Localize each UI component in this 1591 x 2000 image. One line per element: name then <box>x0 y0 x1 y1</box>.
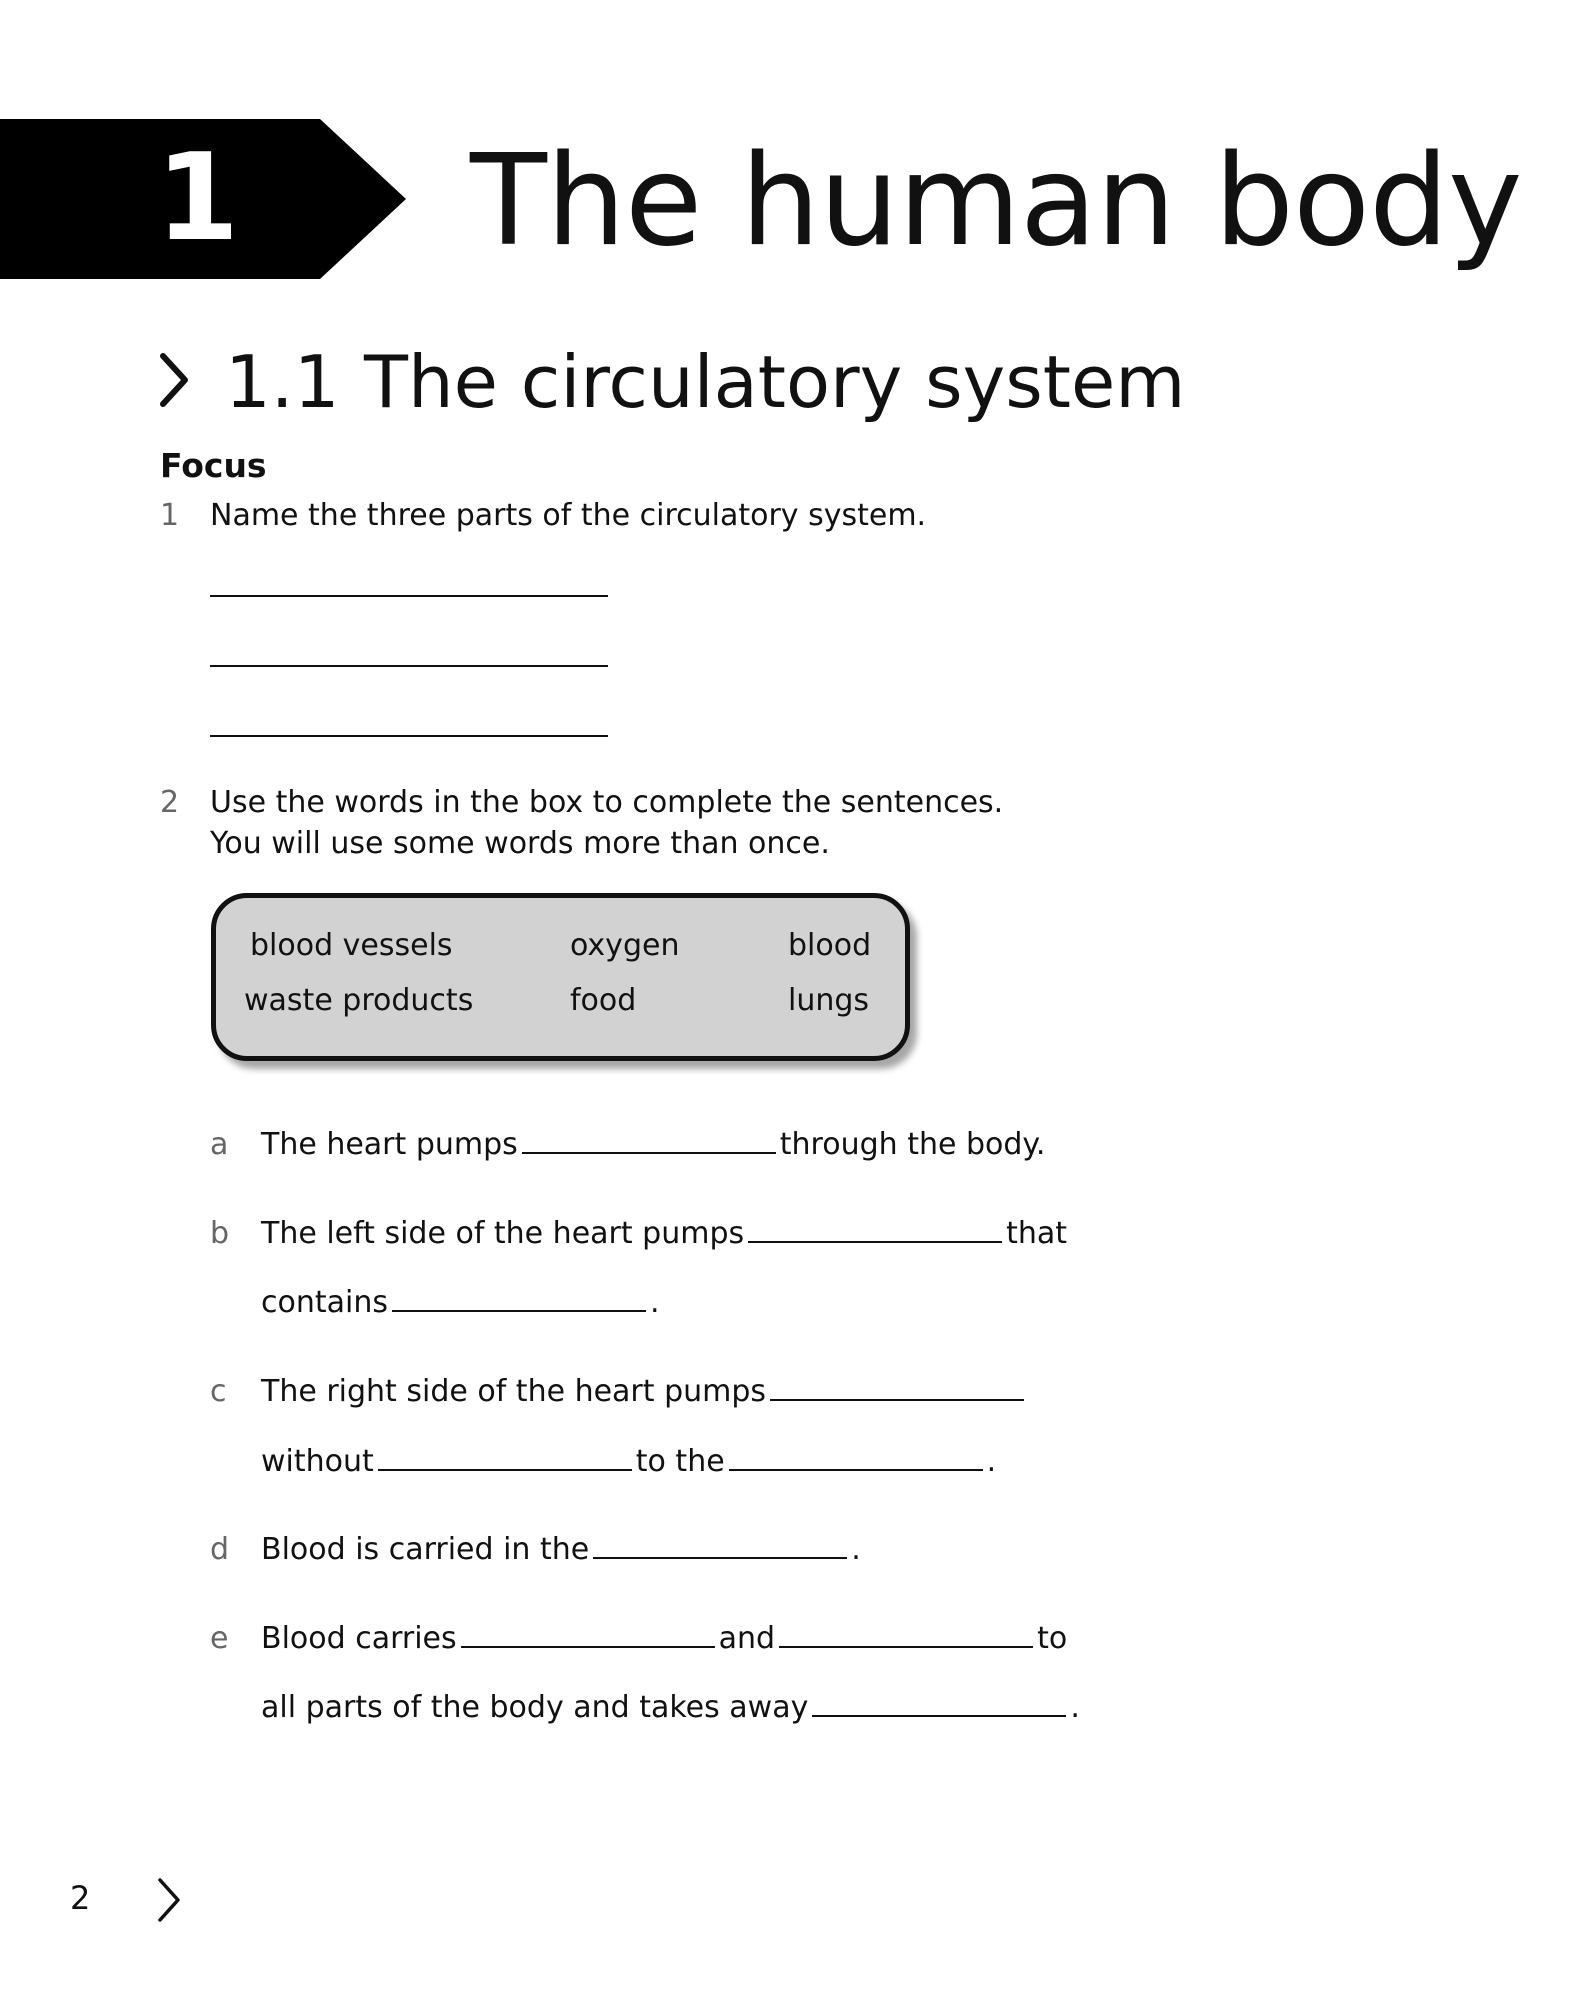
section-title: The circulatory system <box>364 340 1186 424</box>
answer-blank[interactable] <box>748 1217 1002 1243</box>
sentence-text: to the <box>635 1444 725 1479</box>
question-text: Name the three parts of the circulatory system. <box>210 498 927 533</box>
answer-blank[interactable] <box>812 1691 1066 1717</box>
sentence-b-line-2 <box>261 1282 660 1324</box>
item-letter: d <box>210 1532 230 1567</box>
sentence-text: The heart pumps <box>261 1127 518 1162</box>
sentence-text: and <box>718 1621 776 1656</box>
sentence-text: all parts of the body and takes away <box>261 1690 809 1725</box>
section-number: 1.1 <box>225 340 340 424</box>
next-page-chevron-icon[interactable] <box>156 1877 182 1927</box>
sentence-text: to <box>1037 1621 1068 1656</box>
sentence-b-line-1 <box>261 1213 1067 1255</box>
question-number: 1 <box>160 498 180 533</box>
word-box <box>211 893 910 1061</box>
sentence-text: . <box>986 1444 997 1479</box>
item-letter: e <box>210 1621 229 1656</box>
sentence-text: The left side of the heart pumps <box>261 1216 745 1251</box>
item-letter: c <box>210 1374 227 1409</box>
answer-line-3[interactable] <box>210 735 608 737</box>
item-letter: b <box>210 1216 230 1251</box>
sentence-text: that <box>1006 1216 1068 1251</box>
answer-blank[interactable] <box>392 1286 646 1312</box>
answer-blank[interactable] <box>378 1445 632 1471</box>
word-box-word: blood vessels <box>250 928 453 963</box>
chapter-number: 1 <box>155 129 240 268</box>
focus-heading: Focus <box>160 446 267 485</box>
sentence-c-line-2 <box>261 1441 996 1483</box>
sentence-e-line-1 <box>261 1618 1067 1660</box>
word-box-word: lungs <box>788 983 870 1018</box>
question-text-line-1: Use the words in the box to complete the sentences. <box>210 785 1004 820</box>
question-number: 2 <box>160 785 180 820</box>
sentence-text: through the body. <box>779 1127 1046 1162</box>
sentence-c-line-1 <box>261 1371 1028 1413</box>
sentence-text: . <box>1070 1690 1080 1725</box>
sentence-e-line-2 <box>261 1687 1080 1729</box>
answer-blank[interactable] <box>770 1375 1024 1401</box>
chevron-right-icon <box>158 352 190 412</box>
word-box-word: waste products <box>244 983 474 1018</box>
sentence-text: Blood is carried in the <box>261 1532 590 1567</box>
sentence-text: . <box>650 1285 660 1320</box>
question-text-line-2: You will use some words more than once. <box>210 826 830 861</box>
sentence-d <box>261 1529 861 1571</box>
sentence-text: The right side of the heart pumps <box>261 1374 767 1409</box>
sentence-text: without <box>261 1444 374 1479</box>
answer-blank[interactable] <box>522 1128 776 1154</box>
item-letter: a <box>210 1127 229 1162</box>
answer-blank[interactable] <box>461 1622 715 1648</box>
sentence-text: . <box>851 1532 861 1567</box>
page-number: 2 <box>70 1879 91 1917</box>
chapter-title: The human body <box>470 127 1522 274</box>
answer-line-2[interactable] <box>210 665 608 667</box>
answer-line-1[interactable] <box>210 595 608 597</box>
word-box-word: oxygen <box>570 928 680 963</box>
sentence-a <box>261 1124 1045 1166</box>
answer-blank[interactable] <box>779 1622 1033 1648</box>
answer-blank[interactable] <box>729 1445 983 1471</box>
sentence-text: contains <box>261 1285 388 1320</box>
word-box-word: food <box>570 983 637 1018</box>
sentence-text: Blood carries <box>261 1621 457 1656</box>
answer-blank[interactable] <box>593 1533 847 1559</box>
word-box-word: blood <box>788 928 872 963</box>
